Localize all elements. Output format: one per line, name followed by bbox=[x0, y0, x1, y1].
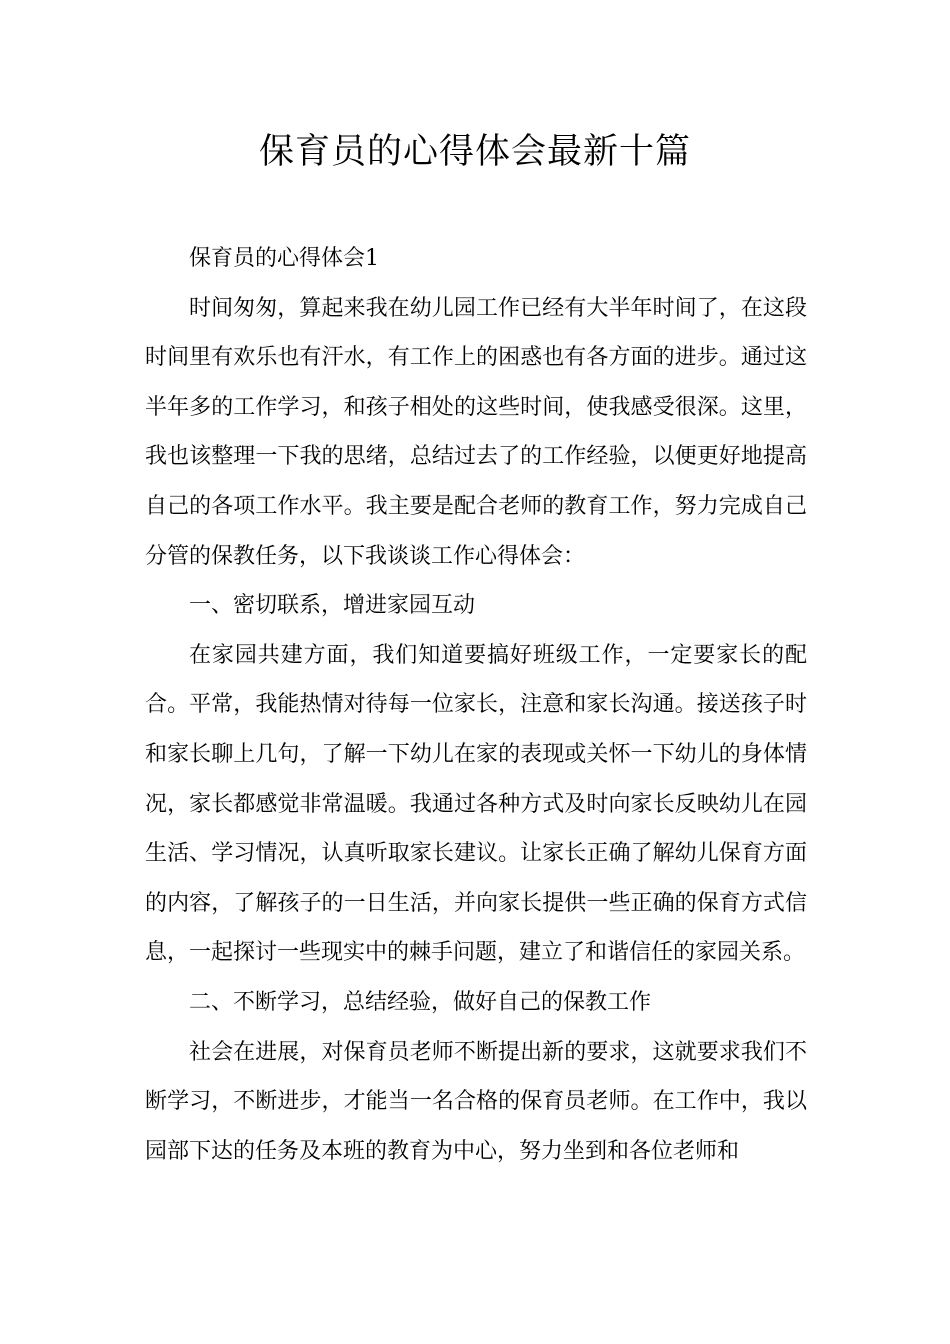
body-paragraph: 时间匆匆，算起来我在幼儿园工作已经有大半年时间了，在这段时间里有欢乐也有汗水，有工作上的困惑也有各方面的进步。通过这半年多的工作学习，和孩子相处的这些时间，使我感受很深。这里，我也该整理一下我的思绪，总结过去了的工作经验，以便更好地提高自己的各项工作水平。我主要是配合老师的教育工作，努力完成自己分管的保教任务，以下我谈谈工作心得体会： bbox=[145, 295, 807, 569]
document-body bbox=[145, 234, 807, 1176]
body-paragraph: 社会在进展，对保育员老师不断提出新的要求，这就要求我们不断学习，不断进步，才能当一名合格的保育员老师。在工作中，我以园部下达的任务及本班的教育为中心，努力坐到和各位老师和 bbox=[145, 1039, 807, 1164]
document-title: 保育员的心得体会最新十篇 bbox=[258, 132, 691, 172]
section-heading: 一、密切联系，增进家园互动 bbox=[189, 593, 476, 619]
section-heading: 二、不断学习，总结经验，做好自己的保教工作 bbox=[189, 989, 652, 1015]
body-paragraph: 在家园共建方面，我们知道要搞好班级工作，一定要家长的配合。平常，我能热情对待每一位家长，注意和家长沟通。接送孩子时和家长聊上几句，了解一下幼儿在家的表现或关怀一下幼儿的身体情况，家长都感觉非常温暖。我通过各种方式及时向家长反映幼儿在园生活、学习情况，认真听取家长建议。让家长正确了解幼儿保育方面的内容，了解孩子的一日生活，并向家长提供一些正确的保育方式信息，一起探讨一些现实中的棘手问题，建立了和谐信任的家园关系。 bbox=[145, 642, 807, 966]
section-heading: 保育员的心得体会1 bbox=[189, 246, 379, 271]
